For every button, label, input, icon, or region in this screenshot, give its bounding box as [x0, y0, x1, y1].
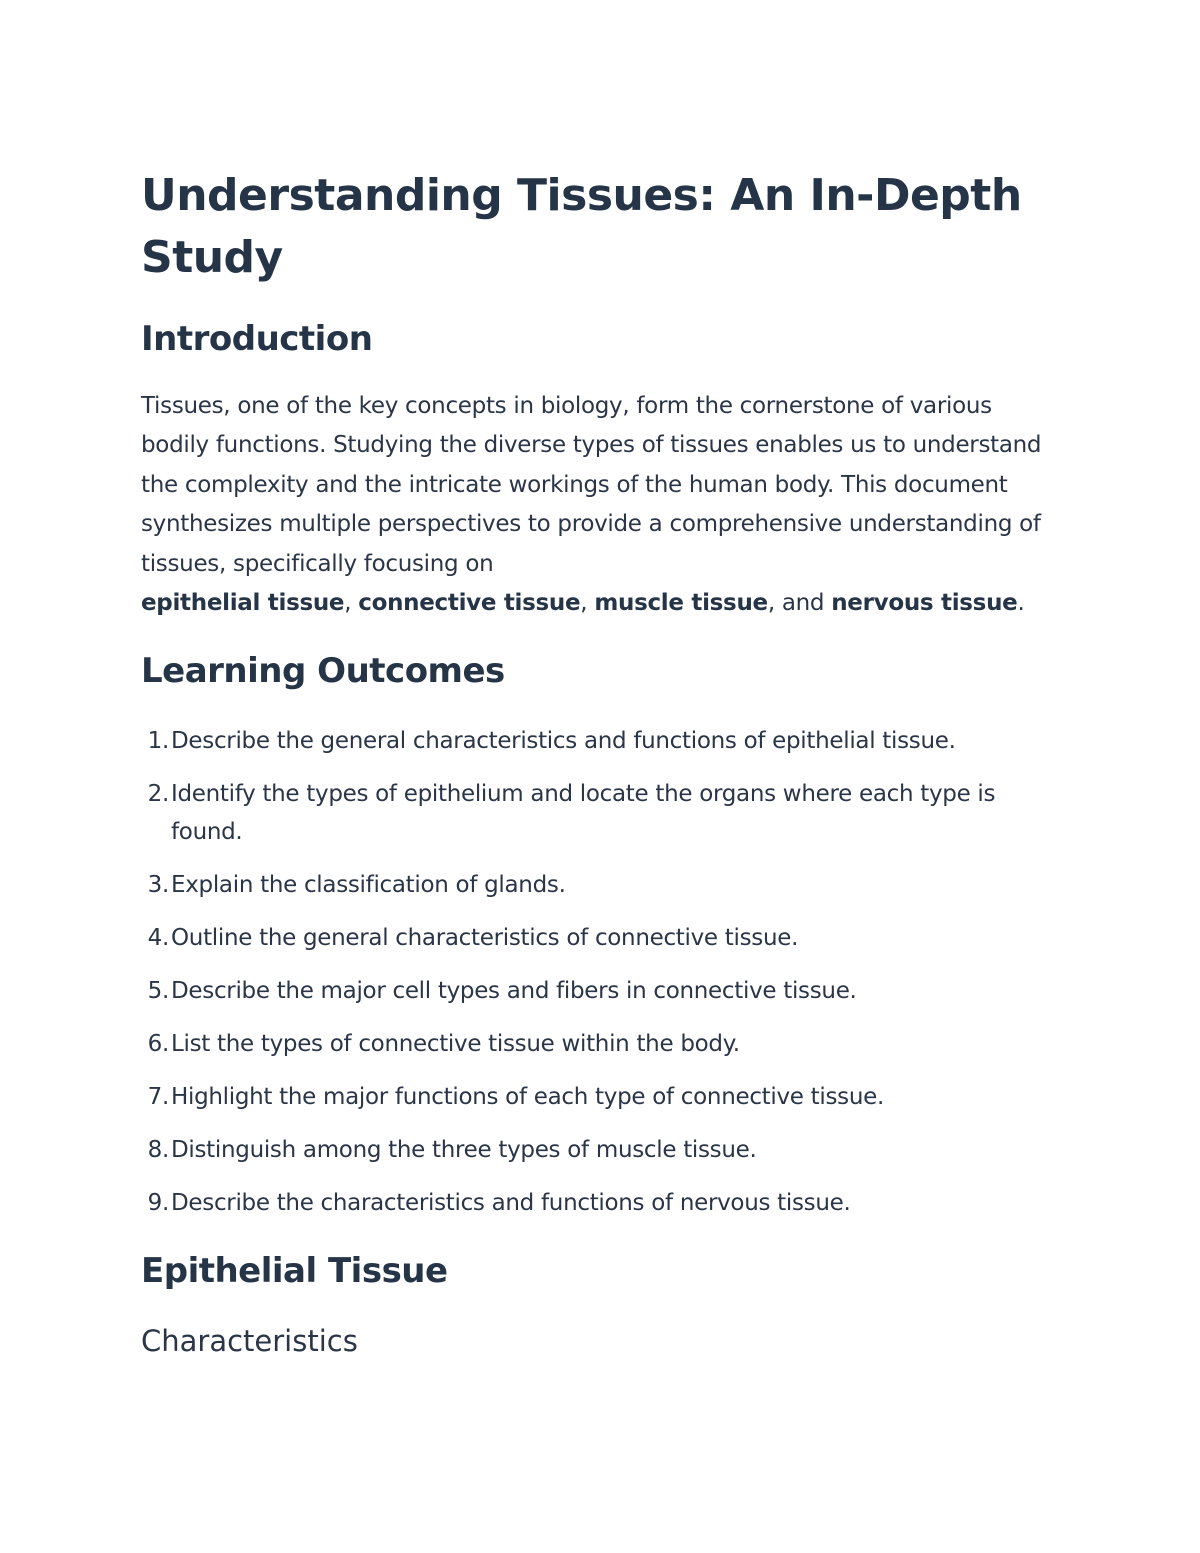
- list-number: 4.: [147, 925, 169, 951]
- list-number: 9.: [147, 1190, 169, 1216]
- list-item: [141, 919, 1061, 957]
- list-text: Describe the characteristics and functions of nervous tissue.: [171, 1190, 851, 1216]
- list-item: [141, 1025, 1061, 1063]
- list-number: 6.: [147, 1031, 169, 1057]
- list-text: Outline the general characteristics of connective tissue.: [171, 925, 799, 951]
- document-title: Understanding Tissues: An In-Depth Study: [141, 170, 1022, 283]
- bold-term-muscle: muscle tissue: [594, 590, 768, 617]
- list-text: Describe the general characteristics and functions of epithelial tissue.: [171, 728, 956, 754]
- list-item: [141, 775, 1061, 851]
- bold-term-epithelial: epithelial tissue: [141, 590, 345, 617]
- list-text: Highlight the major functions of each type of connective tissue.: [171, 1084, 884, 1110]
- introduction-paragraph: [141, 387, 1061, 623]
- introduction-heading: Introduction: [141, 319, 373, 359]
- epithelial-tissue-heading: Epithelial Tissue: [141, 1251, 448, 1291]
- list-text: Distinguish among the three types of muscle tissue.: [171, 1137, 757, 1163]
- list-text: List the types of connective tissue within the body.: [171, 1031, 740, 1057]
- list-text: Describe the major cell types and fibers in connective tissue.: [171, 978, 857, 1004]
- list-number: 8.: [147, 1137, 169, 1163]
- list-item: [141, 1078, 1061, 1116]
- list-number: 3.: [147, 872, 169, 898]
- list-number: 7.: [147, 1084, 169, 1110]
- list-item: [141, 722, 1061, 760]
- separator: , and: [767, 590, 832, 617]
- introduction-text: Tissues, one of the key concepts in biology, form the cornerstone of various bodily functions. Studying the diverse types of tissues enables us to understand the complexity and the intricate workings of the human body. This document synthesizes multiple perspectives to provide a comprehensive understanding of tissues, specifically focusing on: [141, 393, 1042, 577]
- list-item: [141, 1184, 1061, 1222]
- list-text: Identify the types of epithelium and locate the organs where each type is found.: [171, 781, 996, 845]
- list-text: Explain the classification of glands.: [171, 872, 566, 898]
- learning-outcomes-heading: Learning Outcomes: [141, 651, 505, 691]
- characteristics-subheading: Characteristics: [141, 1324, 358, 1358]
- list-number: 2.: [147, 781, 169, 807]
- list-number: 5.: [147, 978, 169, 1004]
- bold-term-connective: connective tissue: [358, 590, 581, 617]
- list-number: 1.: [147, 728, 169, 754]
- list-item: [141, 972, 1061, 1010]
- bold-term-nervous: nervous tissue: [831, 590, 1018, 617]
- sentence-end: .: [1017, 590, 1025, 617]
- separator: ,: [580, 590, 595, 617]
- separator: ,: [344, 590, 359, 617]
- learning-outcomes-list: [141, 722, 1061, 1237]
- list-item: [141, 866, 1061, 904]
- list-item: [141, 1131, 1061, 1169]
